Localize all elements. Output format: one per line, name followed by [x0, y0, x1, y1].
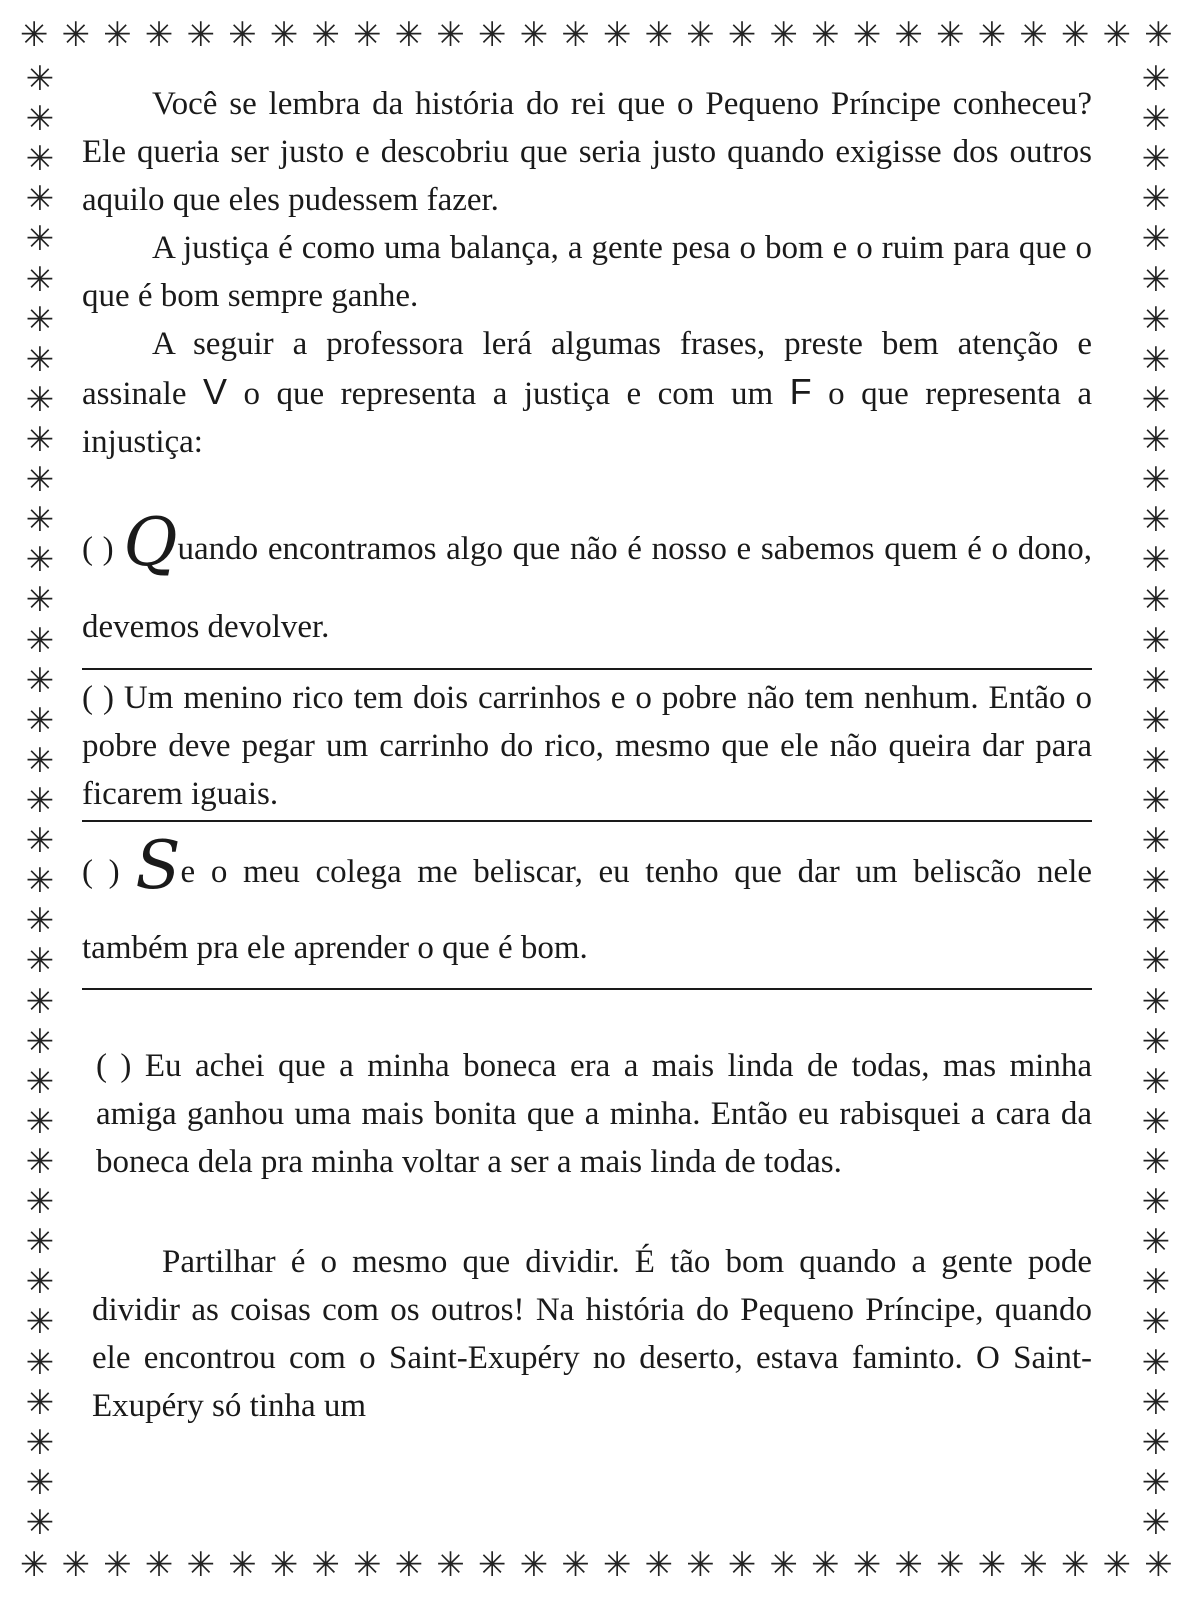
star-ornament-icon: ✳: [1141, 99, 1171, 140]
star-ornament-icon: ✳: [228, 15, 257, 55]
star-ornament-icon: ✳: [25, 700, 55, 741]
star-ornament-icon: ✳: [1141, 1262, 1171, 1303]
instruction-text-a: A seguir a professora lerá algumas frases, preste bem atenção e assinale: [82, 326, 1092, 412]
star-ornament-icon: ✳: [1141, 259, 1171, 300]
star-ornament-icon: ✳: [561, 1545, 590, 1585]
star-ornament-icon: ✳: [977, 1545, 1007, 1585]
true-marker: V: [202, 371, 227, 412]
star-ornament-icon: ✳: [25, 379, 55, 420]
star-ornament-icon: ✳: [1141, 861, 1171, 902]
star-ornament-icon: ✳: [144, 15, 174, 55]
answer-box-1[interactable]: ( ): [82, 531, 114, 567]
star-ornament-icon: ✳: [1141, 1462, 1171, 1503]
star-ornament-icon: ✳: [561, 15, 590, 55]
star-ornament-icon: ✳: [25, 299, 55, 340]
star-ornament-icon: ✳: [25, 1101, 55, 1142]
answer-box-4[interactable]: ( ): [96, 1048, 132, 1084]
star-ornament-icon: ✳: [20, 15, 49, 55]
star-ornament-icon: ✳: [769, 1545, 799, 1585]
star-ornament-icon: ✳: [25, 59, 55, 99]
star-ornament-icon: ✳: [1102, 15, 1132, 55]
star-ornament-icon: ✳: [1141, 1021, 1171, 1062]
statement-item-2: [82, 674, 1092, 822]
answer-box-3[interactable]: ( ): [82, 854, 120, 890]
star-ornament-icon: ✳: [25, 1382, 55, 1423]
star-ornament-icon: ✳: [228, 1545, 257, 1585]
star-ornament-icon: ✳: [1061, 1545, 1090, 1585]
star-ornament-icon: ✳: [25, 500, 55, 541]
statement-item-3: [82, 827, 1093, 990]
star-ornament-icon: ✳: [311, 15, 340, 55]
star-ornament-icon: ✳: [25, 1222, 55, 1263]
star-ornament-icon: ✳: [1141, 1222, 1171, 1263]
intro-paragraph-2: A justiça é como uma balança, a gente pesa o bom e o ruim para que o que é bom sempre ganhe.: [82, 230, 1092, 314]
star-ornament-icon: ✳: [25, 981, 55, 1022]
star-ornament-icon: ✳: [1141, 1382, 1171, 1423]
star-ornament-icon: ✳: [478, 15, 507, 55]
star-ornament-icon: ✳: [25, 901, 55, 942]
star-ornament-icon: ✳: [894, 1545, 923, 1585]
star-ornament-icon: ✳: [353, 15, 382, 55]
star-ornament-icon: ✳: [1141, 740, 1171, 781]
star-ornament-icon: ✳: [1141, 460, 1171, 501]
star-ornament-icon: ✳: [811, 1545, 840, 1585]
star-ornament-icon: ✳: [25, 179, 55, 220]
star-ornament-icon: ✳: [478, 1545, 507, 1585]
star-ornament-icon: ✳: [1141, 780, 1171, 821]
star-ornament-icon: ✳: [103, 15, 132, 55]
star-ornament-icon: ✳: [1141, 379, 1171, 420]
star-ornament-icon: ✳: [686, 1545, 715, 1585]
star-ornament-icon: ✳: [727, 1545, 757, 1585]
border-left: [22, 59, 58, 1543]
star-ornament-icon: ✳: [852, 15, 882, 55]
star-ornament-icon: ✳: [644, 15, 674, 55]
star-ornament-icon: ✳: [25, 540, 55, 581]
star-ornament-icon: ✳: [25, 419, 55, 460]
star-ornament-icon: ✳: [1144, 1545, 1173, 1585]
star-ornament-icon: ✳: [25, 460, 55, 501]
star-ornament-icon: ✳: [25, 1021, 55, 1062]
star-ornament-icon: ✳: [602, 1545, 632, 1585]
star-ornament-icon: ✳: [25, 861, 55, 902]
star-ornament-icon: ✳: [644, 1545, 674, 1585]
instruction-text-b: o que representa a justiça e com um: [226, 376, 790, 412]
drop-cap-q: Q: [123, 504, 178, 581]
star-ornament-icon: ✳: [25, 580, 55, 621]
star-ornament-icon: ✳: [1141, 139, 1171, 180]
closing-paragraph: Partilhar é o mesmo que dividir. É tão bom quando a gente pode dividir as coisas com os outros! Na história do Pequeno Príncipe, quando ele encontrou com o Saint-Exupéry no deserto, estava faminto. O Saint-Exupéry só tinha um: [92, 1244, 1092, 1424]
star-ornament-icon: ✳: [25, 1462, 55, 1503]
star-ornament-icon: ✳: [25, 821, 55, 862]
star-ornament-icon: ✳: [186, 15, 216, 55]
star-ornament-icon: ✳: [25, 1502, 55, 1543]
star-ornament-icon: ✳: [25, 99, 55, 140]
star-ornament-icon: ✳: [1141, 540, 1171, 581]
star-ornament-icon: ✳: [1141, 700, 1171, 741]
star-ornament-icon: ✳: [394, 1545, 424, 1585]
star-ornament-icon: ✳: [25, 740, 55, 781]
star-ornament-icon: ✳: [269, 1545, 299, 1585]
star-ornament-icon: ✳: [936, 15, 965, 55]
star-ornament-icon: ✳: [61, 1545, 91, 1585]
star-ornament-icon: ✳: [25, 1182, 55, 1223]
star-ornament-icon: ✳: [1141, 59, 1171, 99]
star-ornament-icon: ✳: [25, 1061, 55, 1102]
star-ornament-icon: ✳: [353, 1545, 382, 1585]
star-ornament-icon: ✳: [25, 1342, 55, 1383]
border-top: [20, 15, 1173, 55]
star-ornament-icon: ✳: [1061, 15, 1090, 55]
star-ornament-icon: ✳: [144, 1545, 174, 1585]
star-ornament-icon: ✳: [25, 1262, 55, 1303]
star-ornament-icon: ✳: [186, 1545, 216, 1585]
star-ornament-icon: ✳: [1141, 821, 1171, 862]
star-ornament-icon: ✳: [25, 620, 55, 661]
star-ornament-icon: ✳: [1019, 1545, 1048, 1585]
star-ornament-icon: ✳: [1141, 981, 1171, 1022]
star-ornament-icon: ✳: [311, 1545, 340, 1585]
instruction-paragraph: [82, 320, 1092, 466]
statement-text-1: uando encontramos algo que não é nosso e sabemos quem é o dono, devemos devolver.: [82, 531, 1092, 645]
star-ornament-icon: ✳: [1141, 1141, 1171, 1182]
star-ornament-icon: ✳: [1141, 941, 1171, 982]
star-ornament-icon: ✳: [25, 339, 55, 380]
star-ornament-icon: ✳: [269, 15, 299, 55]
star-ornament-icon: ✳: [1141, 1061, 1171, 1102]
star-ornament-icon: ✳: [1144, 15, 1173, 55]
star-ornament-icon: ✳: [25, 1302, 55, 1343]
star-ornament-icon: ✳: [977, 15, 1007, 55]
star-ornament-icon: ✳: [1141, 299, 1171, 340]
star-ornament-icon: ✳: [1141, 419, 1171, 460]
star-ornament-icon: ✳: [25, 941, 55, 982]
star-ornament-icon: ✳: [25, 1422, 55, 1463]
star-ornament-icon: ✳: [1141, 1101, 1171, 1142]
statement-text-2: Um menino rico tem dois carrinhos e o pobre não tem nenhum. Então o pobre deve pegar um carrinho do rico, mesmo que ele não queira dar para ficarem iguais.: [82, 680, 1092, 812]
star-ornament-icon: ✳: [1141, 580, 1171, 621]
star-ornament-icon: ✳: [436, 15, 465, 55]
statement-item-1: [82, 504, 1092, 670]
star-ornament-icon: ✳: [1141, 620, 1171, 661]
star-ornament-icon: ✳: [769, 15, 799, 55]
star-ornament-icon: ✳: [1141, 660, 1171, 701]
star-ornament-icon: ✳: [519, 15, 549, 55]
star-ornament-icon: ✳: [686, 15, 715, 55]
worksheet-content: [82, 80, 1092, 1430]
star-ornament-icon: ✳: [1141, 179, 1171, 220]
star-ornament-icon: ✳: [25, 219, 55, 260]
statement-item-4: [82, 1042, 1092, 1186]
border-bottom: [20, 1545, 1173, 1585]
star-ornament-icon: ✳: [1019, 15, 1048, 55]
star-ornament-icon: ✳: [61, 15, 91, 55]
instruction-text-c: o que representa a injustiça:: [82, 376, 1092, 460]
star-ornament-icon: ✳: [394, 15, 424, 55]
star-ornament-icon: ✳: [1141, 339, 1171, 380]
star-ornament-icon: ✳: [1141, 1342, 1171, 1383]
star-ornament-icon: ✳: [25, 1141, 55, 1182]
star-ornament-icon: ✳: [25, 780, 55, 821]
star-ornament-icon: ✳: [1141, 1502, 1171, 1543]
star-ornament-icon: ✳: [936, 1545, 965, 1585]
star-ornament-icon: ✳: [103, 1545, 132, 1585]
border-right: [1138, 59, 1174, 1543]
star-ornament-icon: ✳: [1141, 901, 1171, 942]
star-ornament-icon: ✳: [1141, 219, 1171, 260]
false-marker: F: [789, 371, 812, 412]
star-ornament-icon: ✳: [1141, 1302, 1171, 1343]
star-ornament-icon: ✳: [25, 660, 55, 701]
star-ornament-icon: ✳: [20, 1545, 49, 1585]
star-ornament-icon: ✳: [852, 1545, 882, 1585]
answer-box-2[interactable]: ( ): [82, 680, 114, 716]
star-ornament-icon: ✳: [1141, 1422, 1171, 1463]
star-ornament-icon: ✳: [25, 139, 55, 180]
star-ornament-icon: ✳: [894, 15, 923, 55]
drop-cap-s: S: [135, 827, 181, 904]
statement-text-3: e o meu colega me beliscar, eu tenho que dar um beliscão nele também pra ele aprender o que é bom.: [82, 854, 1093, 966]
star-ornament-icon: ✳: [727, 15, 757, 55]
intro-paragraph-1: Você se lembra da história do rei que o Pequeno Príncipe conheceu? Ele queria ser justo e descobriu que seria justo quando exigisse dos outros aquilo que eles pudessem fazer.: [82, 86, 1092, 218]
star-ornament-icon: ✳: [1141, 500, 1171, 541]
star-ornament-icon: ✳: [519, 1545, 549, 1585]
star-ornament-icon: ✳: [1102, 1545, 1132, 1585]
star-ornament-icon: ✳: [602, 15, 632, 55]
star-ornament-icon: ✳: [25, 259, 55, 300]
star-ornament-icon: ✳: [436, 1545, 465, 1585]
star-ornament-icon: ✳: [1141, 1182, 1171, 1223]
star-ornament-icon: ✳: [811, 15, 840, 55]
statement-text-4: Eu achei que a minha boneca era a mais linda de todas, mas minha amiga ganhou uma mais bonita que a minha. Então eu rabisquei a cara da boneca dela pra minha voltar a ser a mais linda de todas.: [96, 1048, 1092, 1180]
